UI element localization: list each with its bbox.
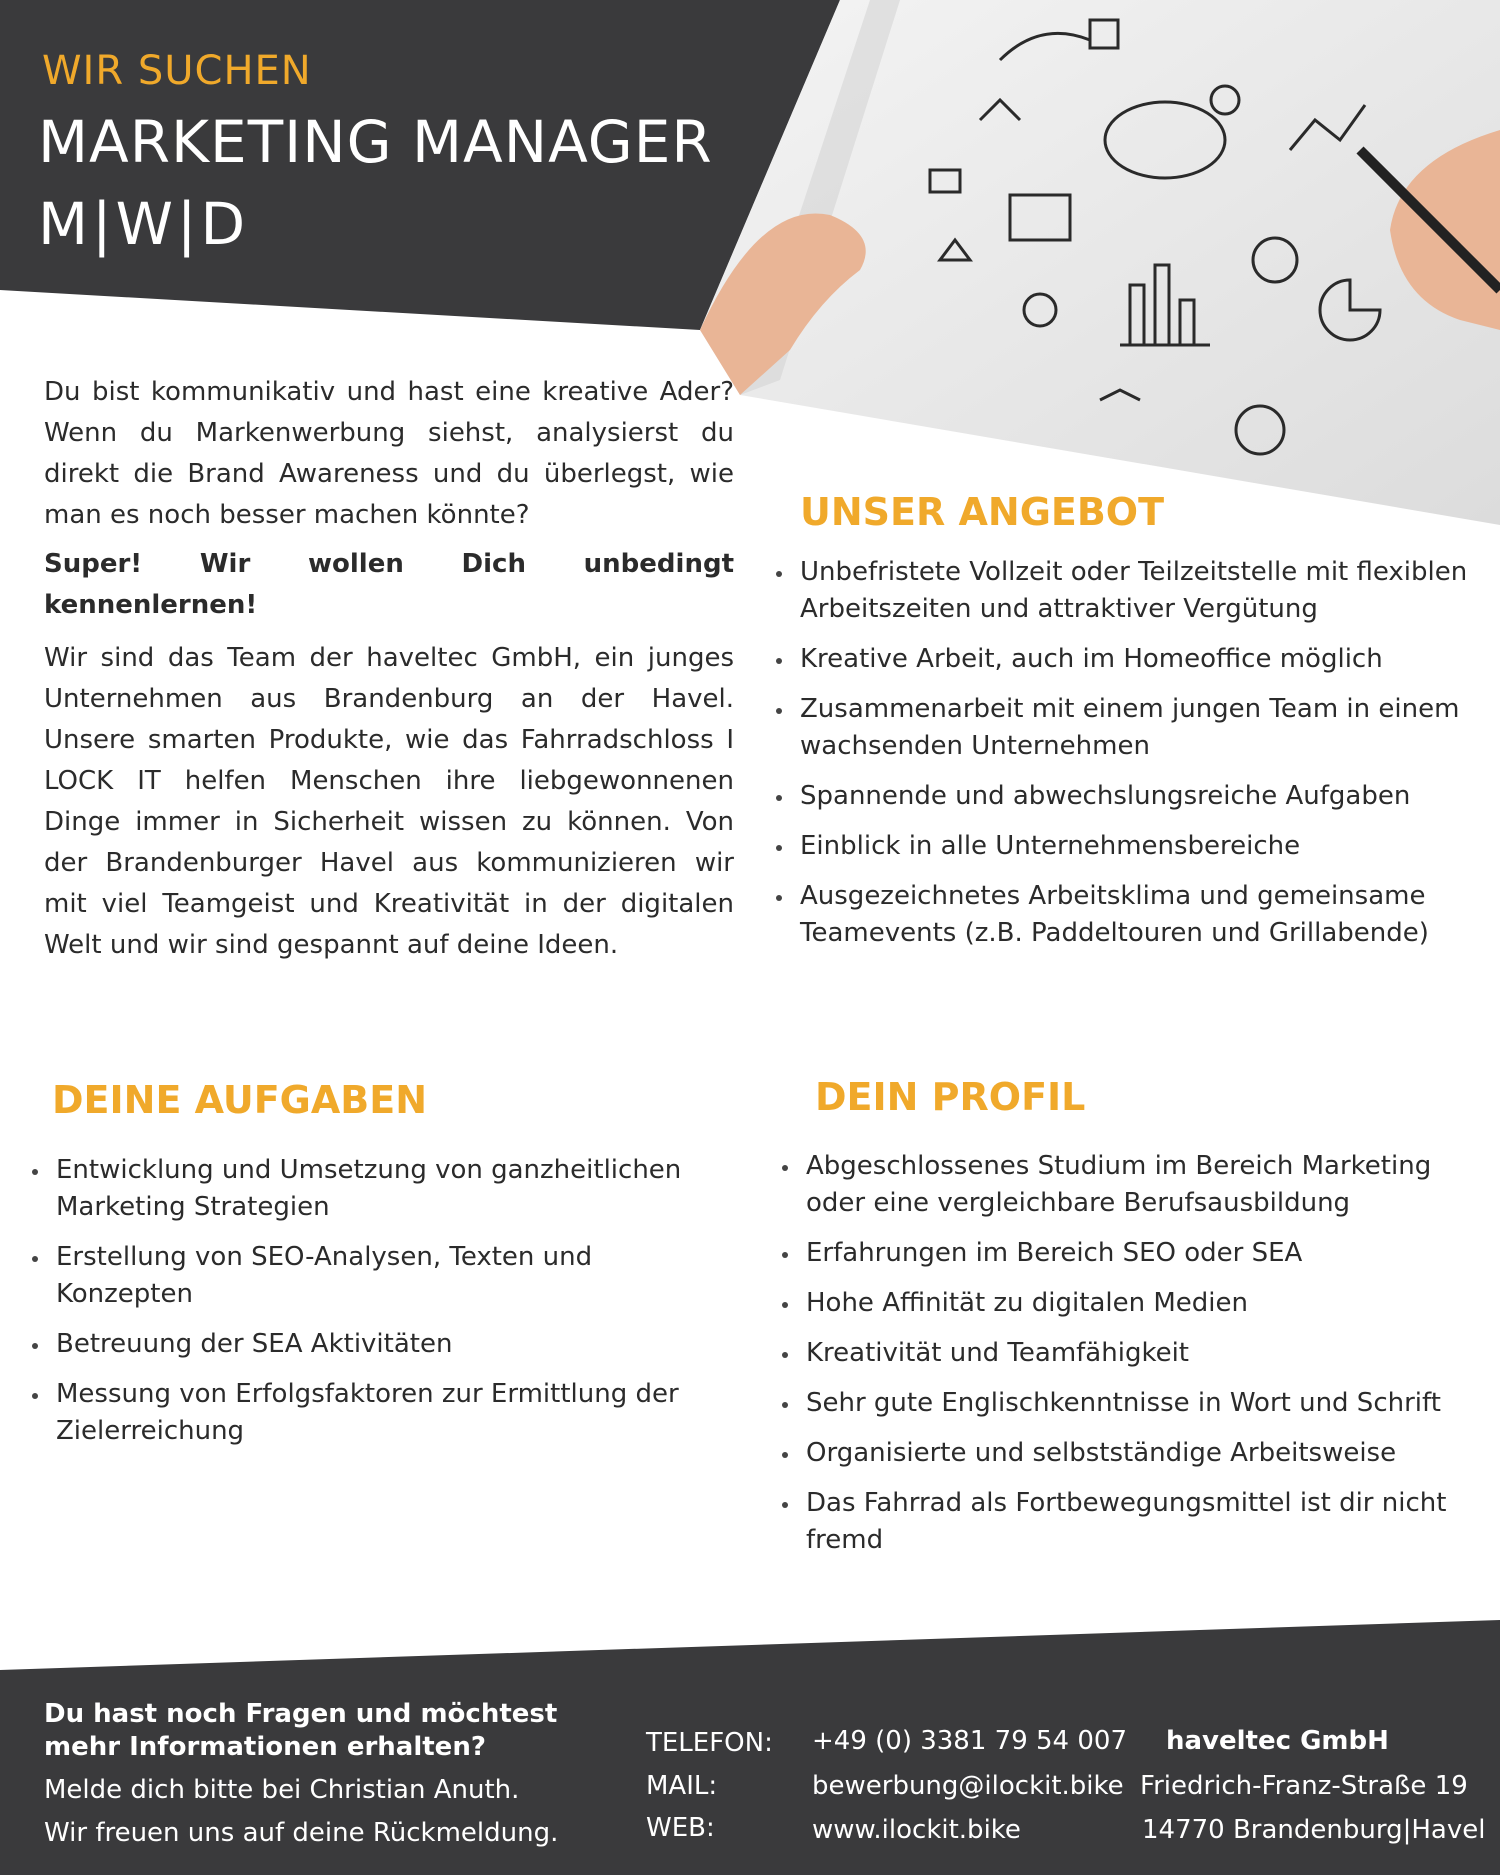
profil-heading: DEIN PROFIL <box>815 1075 1086 1119</box>
kicker-heading: WIR SUCHEN <box>42 48 312 94</box>
company-name: haveltec GmbH <box>1166 1726 1389 1756</box>
intro-paragraph-2: Wir sind das Team der haveltec GmbH, ein junges Unternehmen aus Brandenburg an der Havel. Unsere smarten Produkte, wie das Fahrradschloss I LOCK IT helfen Menschen ihre liebgewonnenen Dinge immer in Sicherheit wissen zu können. Von der Brandenburger Havel aus kommunizieren wir mit viel Teamgeist und Kreativität in der digitalen Welt und wir sind gespannt auf deine Ideen. <box>44 643 734 960</box>
gender-note: M|W|D <box>38 190 250 258</box>
angebot-heading: UNSER ANGEBOT <box>800 490 1165 534</box>
footer-contact: Melde dich bitte bei Christian Anuth. <box>44 1775 520 1805</box>
job-title: MARKETING MANAGER <box>38 108 713 176</box>
list-item: Kreative Arbeit, auch im Homeoffice möglich <box>772 641 1487 678</box>
company-street: Friedrich-Franz-Straße 19 <box>1140 1771 1468 1801</box>
footer-question-1: Du hast noch Fragen und möchtest <box>44 1699 558 1729</box>
list-item: Betreuung der SEA Aktivitäten <box>28 1326 718 1363</box>
list-item: Das Fahrrad als Fortbewegungsmittel ist dir nicht fremd <box>778 1485 1493 1559</box>
company-city: 14770 Brandenburg|Havel <box>1142 1815 1486 1845</box>
list-item: Sehr gute Englischkenntnisse in Wort und Schrift <box>778 1385 1493 1422</box>
phone-label: TELEFON: <box>646 1728 773 1758</box>
phone-number[interactable]: +49 (0) 3381 79 54 007 <box>812 1726 1127 1756</box>
list-item: Unbefristete Vollzeit oder Teilzeitstelle mit flexiblen Arbeitszeiten und attraktiver Vergütung <box>772 554 1487 628</box>
aufgaben-heading: DEINE AUFGABEN <box>52 1078 428 1122</box>
profil-list <box>778 1148 1493 1572</box>
list-item: Entwicklung und Umsetzung von ganzheitlichen Marketing Strategien <box>28 1152 718 1226</box>
list-item: Zusammenarbeit mit einem jungen Team in einem wachsenden Unternehmen <box>772 691 1487 765</box>
list-item: Spannende und abwechslungsreiche Aufgaben <box>772 778 1487 815</box>
intro-paragraph-1: Du bist kommunikativ und hast eine kreative Ader? Wenn du Markenwerbung siehst, analysierst du direkt die Brand Awareness und du überlegst, wie man es noch besser machen könnte? <box>44 377 734 530</box>
list-item: Hohe Affinität zu digitalen Medien <box>778 1285 1493 1322</box>
list-item: Erstellung von SEO-Analysen, Texten und Konzepten <box>28 1239 718 1313</box>
list-item: Erfahrungen im Bereich SEO oder SEA <box>778 1235 1493 1272</box>
mail-label: MAIL: <box>646 1771 718 1801</box>
aufgaben-list <box>28 1152 718 1463</box>
web-link[interactable]: www.ilockit.bike <box>812 1815 1021 1845</box>
mail-link[interactable]: bewerbung@ilockit.bike <box>812 1771 1124 1801</box>
footer-question-2: mehr Informationen erhalten? <box>44 1732 486 1762</box>
intro-highlight: Super! Wir wollen Dich unbedingt kennenlernen! <box>44 549 734 620</box>
list-item: Kreativität und Teamfähigkeit <box>778 1335 1493 1372</box>
list-item: Abgeschlossenes Studium im Bereich Marketing oder eine vergleichbare Berufsausbildung <box>778 1148 1493 1222</box>
list-item: Einblick in alle Unternehmensbereiche <box>772 828 1487 865</box>
angebot-list <box>772 554 1487 965</box>
footer-thanks: Wir freuen uns auf deine Rückmeldung. <box>44 1818 559 1848</box>
list-item: Messung von Erfolgsfaktoren zur Ermittlung der Zielerreichung <box>28 1376 718 1450</box>
list-item: Ausgezeichnetes Arbeitsklima und gemeinsame Teamevents (z.B. Paddeltouren und Grillabende) <box>772 878 1487 952</box>
web-label: WEB: <box>646 1813 715 1843</box>
list-item: Organisierte und selbstständige Arbeitsweise <box>778 1435 1493 1472</box>
intro-text <box>44 372 734 974</box>
